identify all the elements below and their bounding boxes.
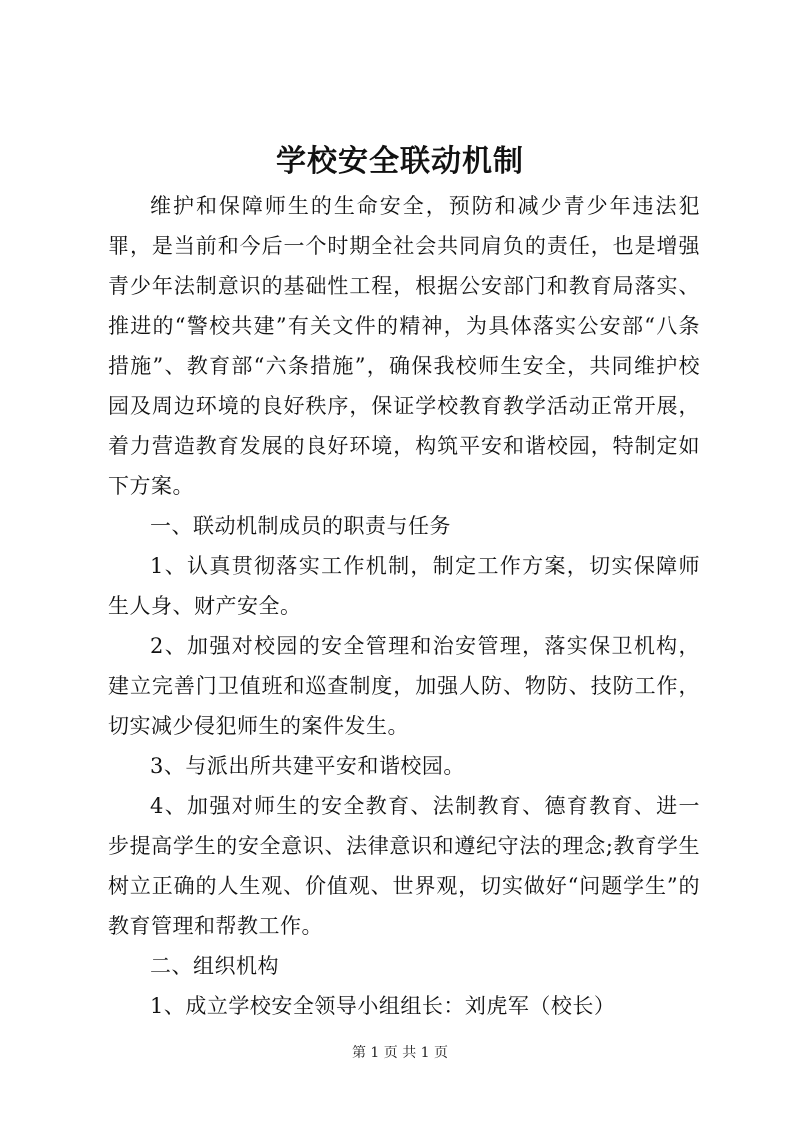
duty-item-2: 2、加强对校园的安全管理和治安管理，落实保卫机构，建立完善门卫值班和巡查制度，加强人防、物防、技防工作，切实减少侵犯师生的案件发生。 [108,634,700,738]
duty-item-3: 3、与派出所共建平安和谐校园。 [150,754,465,778]
duty-item-1: 1、认真贯彻落实工作机制，制定工作方案，切实保障师生人身、财产安全。 [108,554,700,618]
intro-paragraph: 维护和保障师生的生命安全，预防和减少青少年违法犯罪，是当前和今后一个时期全社会共同肩负的责任，也是增强青少年法制意识的基础性工程，根据公安部门和教育局落实、推进的“警校共建”有关文件的精神，为具体落实公安部“八条措施”、教育部“六条措施”，确保我校师生安全，共同维护校园及周边环境的良好秩序，保证学校教育教学活动正常开展，着力营造教育发展的良好环境，构筑平安和谐校园，特制定如下方案。 [108,194,700,498]
section-heading-duties: 一、联动机制成员的职责与任务 [150,514,451,538]
document-body [108,186,700,1026]
duty-item-4: 4、加强对师生的安全教育、法制教育、德育教育、进一步提高学生的安全意识、法律意识和遵纪守法的理念;教育学生树立正确的人生观、价值观、世界观，切实做好“问题学生”的教育管理和帮教工作。 [108,794,700,938]
document-title: 学校安全联动机制 [276,144,524,179]
section-heading-organization: 二、组织机构 [150,954,279,978]
page-footer: 第 1 页 共 1 页 [351,1045,449,1061]
organization-item-1: 1、成立学校安全领导小组组长：刘虎军（校长） [150,994,616,1018]
